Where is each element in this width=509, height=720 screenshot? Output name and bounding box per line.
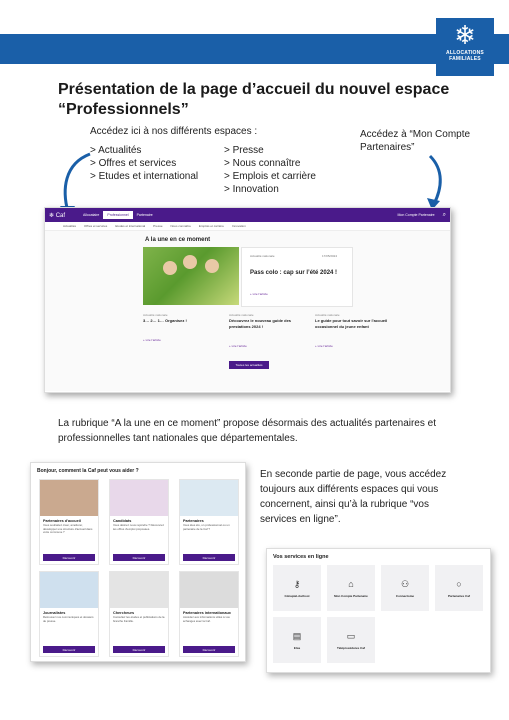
list-item: > Innovation (224, 184, 279, 195)
space-tile[interactable] (39, 479, 99, 565)
service-label: Partenaires Caf (447, 593, 470, 598)
discover-button[interactable]: Découvrir (113, 554, 165, 561)
tile-image (40, 480, 98, 516)
callout-text: Accédez à “Mon Compte Partenaires” (360, 129, 471, 153)
news-meta: Actualité nationale (250, 254, 275, 258)
space-tile[interactable] (179, 479, 239, 565)
news-title: Découvrez le nouveau guide des prestations 2024 ! (229, 318, 292, 329)
services-heading: Vos services en ligne (273, 554, 329, 560)
list-item: > Offres et services (90, 158, 177, 169)
space-tile[interactable] (39, 571, 99, 657)
news-link[interactable]: + Lire l’article (229, 344, 247, 348)
tile-image (40, 572, 98, 608)
tile-title: Chercheurs (113, 611, 135, 615)
intro-text: Accédez ici à nos différents espaces : (90, 126, 258, 137)
tile-title: Journalistes (43, 611, 66, 615)
news-item[interactable] (229, 313, 309, 349)
service-label: Cdcaptel-Authost (284, 593, 310, 598)
homepage-screenshot (44, 207, 451, 393)
tile-image (110, 572, 168, 608)
caf-logo (436, 18, 494, 76)
tab-allocataire[interactable]: Allocataire (83, 213, 100, 217)
news-link[interactable]: + Lire l’article (143, 338, 161, 342)
caf-small-logo: ❄ Caf (49, 212, 66, 219)
people-icon: ⚇ (400, 578, 410, 589)
logo-line2: FAMILIALES (449, 56, 481, 62)
tile-text: Vous souhaitez créer, améliorer, développer une structure d'accueil dans votre commune ? (43, 523, 93, 535)
service-tile[interactable] (273, 617, 321, 663)
service-tile[interactable] (381, 565, 429, 611)
space-tile[interactable] (109, 571, 169, 657)
tile-image (110, 480, 168, 516)
tile-image (180, 572, 238, 608)
space-tile[interactable] (109, 479, 169, 565)
tile-title: Partenaires d'accueil (43, 519, 81, 523)
caption-text: La rubrique “A la une en ce moment” propose désormais des actualités partenaires et professionnelles tant nationales que départementales. (58, 418, 436, 444)
spaces-screenshot (30, 462, 246, 662)
news-meta: Actualité nationale (229, 313, 254, 317)
news-meta: Actualité nationale (315, 313, 340, 317)
service-tile[interactable] (327, 565, 375, 611)
document-icon: ▤ (292, 630, 302, 641)
news-title: Le guide pour tout savoir sur l’accueil occasionnel du jeune enfant (315, 318, 388, 329)
service-label: Elsa (293, 645, 301, 650)
nav-item[interactable]: Innovation (231, 224, 246, 228)
service-tile[interactable] (327, 617, 375, 663)
discover-button[interactable]: Découvrir (43, 554, 95, 561)
discover-button[interactable]: Découvrir (43, 646, 95, 653)
service-tile[interactable] (273, 565, 321, 611)
service-label: Connectome (395, 593, 415, 598)
tile-text: Retrouvez nos communiqués et dossiers de presse. (43, 615, 94, 623)
nav-item[interactable]: Nous connaître (170, 224, 191, 228)
screen-icon: ▭ (346, 630, 356, 641)
service-tile[interactable] (435, 565, 483, 611)
header-band (0, 34, 509, 64)
list-item: > Presse (224, 145, 264, 156)
nav-item[interactable]: Offres et services (84, 224, 108, 228)
online-services-screenshot (266, 548, 491, 673)
circle-icon: ○ (456, 578, 462, 589)
nav-item[interactable]: Etudes et international (115, 224, 146, 228)
tile-text: Vous désirez nous rejoindre ? Découvrez les offres d'emploi proposées. (113, 523, 164, 531)
space-tile[interactable] (179, 571, 239, 657)
spaces-list-2 (224, 144, 316, 196)
tab-professionnel[interactable]: Professionnel (103, 211, 132, 219)
main-nav (45, 222, 450, 231)
tile-image (180, 480, 238, 516)
tile-title: Partenaires internationaux (183, 611, 231, 615)
news-photo (143, 247, 239, 305)
tile-text: Vous êtes élu, un professionnel ou un partenaire de la Caf ? (183, 523, 230, 531)
account-link[interactable]: Mon Compte Partenaire (397, 213, 435, 217)
news-link[interactable]: + Lire l’article (315, 344, 333, 348)
right-text: En seconde partie de page, vous accédez toujours aux différents espaces qui vous concernent, ainsi qu’à la rubrique “vos services en ligne”. (260, 469, 447, 525)
key-icon: ⚷ (293, 578, 301, 589)
list-item: > Etudes et international (90, 171, 199, 182)
search-icon[interactable]: ⌕ (442, 211, 446, 218)
tab-partenaire[interactable]: Partenaire (136, 213, 153, 217)
news-title: Pass colo : cap sur l’été 2024 ! (250, 270, 338, 276)
news-date: 17/05/2024 (322, 254, 338, 258)
news-item[interactable] (315, 313, 395, 349)
service-label: Mon Compte Partenaire (334, 593, 368, 598)
tile-title: Candidats (113, 519, 132, 523)
tile-text: Consultez les études et publications de la branche Famille. (113, 615, 165, 623)
news-link[interactable]: + Lire l’article (250, 292, 268, 296)
nav-item[interactable]: Actualités (63, 224, 77, 228)
top-bar (45, 208, 450, 222)
tile-title: Partenaires (183, 519, 204, 523)
news-title: 3… 2… 1… Organisez ! (143, 318, 187, 323)
list-item: > Nous connaître (224, 158, 301, 169)
arrow-right-icon (420, 152, 450, 212)
snowflake-icon: ❄ (454, 20, 476, 50)
spaces-list-1 (90, 144, 198, 183)
service-label: Téléprocédures Caf (336, 645, 365, 650)
section-heading: A la une en ce moment (145, 237, 211, 243)
list-item: > Actualités (90, 145, 142, 156)
news-meta: Actualité nationale (143, 313, 168, 317)
nav-item[interactable]: Presse (153, 224, 163, 228)
list-item: > Emplois et carrière (224, 171, 316, 182)
discover-button[interactable]: Découvrir (183, 646, 235, 653)
logo-line1: ALLOCATIONS (446, 50, 484, 56)
all-news-button[interactable]: Toutes les actualités (229, 361, 269, 369)
news-section (45, 231, 450, 391)
main-news-card[interactable] (241, 247, 353, 307)
discover-button[interactable]: Découvrir (113, 646, 165, 653)
nav-item[interactable]: Emplois et carrière (198, 224, 224, 228)
news-item[interactable] (143, 313, 223, 343)
discover-button[interactable]: Découvrir (183, 554, 235, 561)
spaces-heading: Bonjour, comment la Caf peut vous aider ? (37, 468, 139, 474)
home-icon: ⌂ (348, 578, 354, 589)
tile-text: Accédez aux informations utiles à vos échanges avec la Caf. (183, 615, 230, 623)
page-title: Présentation de la page d’accueil du nouvel espace “Professionnels” (58, 81, 450, 118)
